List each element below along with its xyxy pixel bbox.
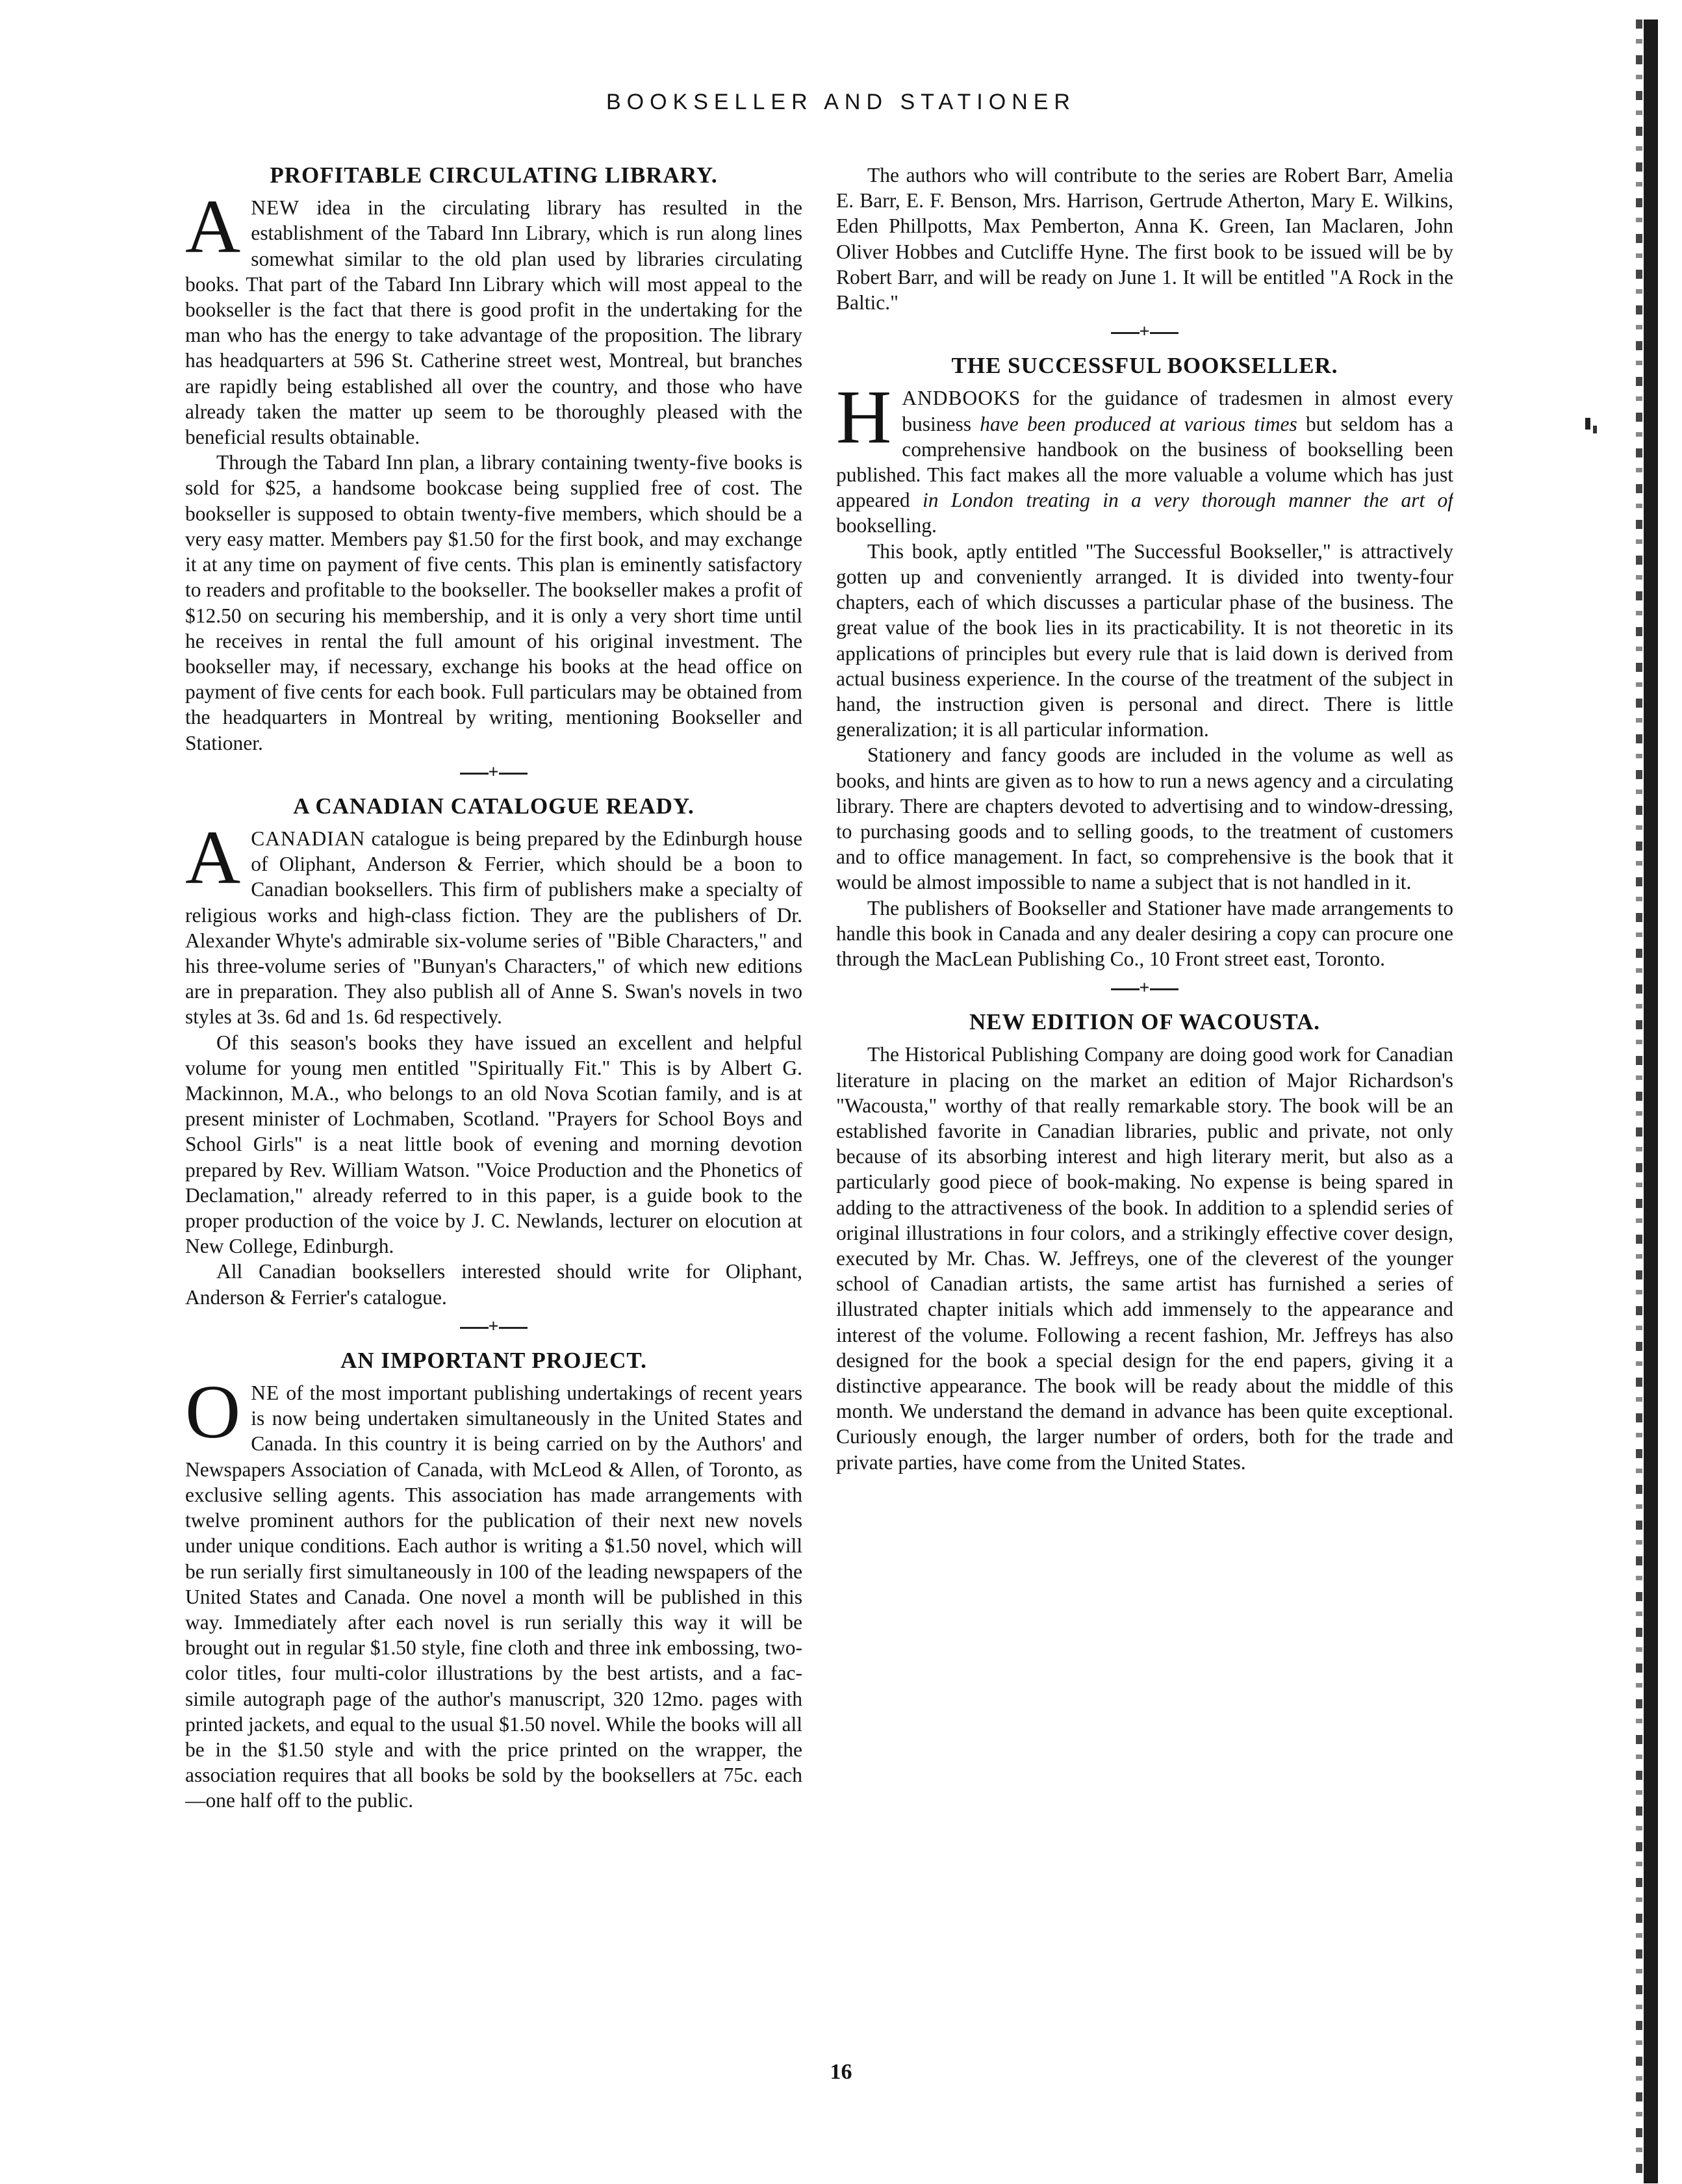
running-head: BOOKSELLER AND STATIONER bbox=[606, 90, 1076, 114]
lead-word: NEW bbox=[251, 196, 299, 220]
article-circulating-library bbox=[185, 162, 802, 756]
article-paragraph: This book, aptly entitled "The Successful Bookseller," is attractively gotten up and conveniently arranged. It is divided into twenty-four chapters, each of which discusses a particular phase of the business. The great value of the book lies in its practicability. It is not theoretic in its applications of principles but every rule that is laid down is derived from actual business experience. In the course of the treatment of the subject in hand, the instruction given is personal and direct. There is little generalization; it is all particular information. bbox=[836, 539, 1453, 741]
section-divider: + bbox=[836, 323, 1453, 341]
section-divider: + bbox=[185, 764, 802, 782]
scan-edge-texture bbox=[1636, 19, 1642, 2183]
article-title: AN IMPORTANT PROJECT. bbox=[340, 1347, 647, 1373]
drop-cap: A bbox=[185, 814, 241, 900]
drop-cap: H bbox=[836, 374, 892, 460]
left-column bbox=[185, 162, 802, 2102]
drop-cap: A bbox=[185, 184, 241, 270]
section-divider: + bbox=[185, 1318, 802, 1336]
article-successful-bookseller bbox=[836, 353, 1453, 971]
article-paragraph: Of this season's books they have issued an excellent and helpful volume for young men entitled "Spiritually Fit." This is by Albert G. Mackinnon, M.A., who belongs to an old Nova Scotian family, and is at present minister of Lochmaben, Scotland. "Prayers for School Boys and School Girls" is a neat little book of evening and morning devotion prepared by Rev. William Watson. "Voice Production and the Phonetics of Declamation," already referred to in this paper, is a guide book to the proper production of the voice by J. C. Newlands, lecturer on elocution at New College, Edinburgh. bbox=[185, 1031, 802, 1258]
article-paragraph bbox=[185, 184, 802, 450]
paragraph-text: catalogue is being prepared by the Edinburgh house of Oliphant, Anderson & Ferrier, which should be a boon to Canadian booksellers. This firm of publishers make a specialty of religious works and high-class fiction. They are the publishers of Dr. Alexander Whyte's admirable six-volume series of "Bible Characters," and his three-volume series of "Bunyan's Characters," of which new editions are in preparation. They also publish all of Anne S. Swan's novels in two styles at 3s. 6d and 1s. 6d respectively. bbox=[185, 827, 802, 1029]
article-canadian-catalogue bbox=[185, 793, 802, 1310]
article-paragraph: Through the Tabard Inn plan, a library containing twenty-five books is sold for $25, a handsome bookcase being supplied free of cost. The bookseller is supposed to obtain twenty-five members, which should be a very easy matter. Members pay $1.50 for the first book, and may exchange it at any time on payment of five cents. This plan is eminently satisfactory to readers and profitable to the bookseller. The bookseller makes a profit of $12.50 on securing his membership, and it is only a very short time until he receives in rental the full amount of his original investment. The bookseller may, if necessary, exchange his books at the head office on payment of five cents for each book. Full particulars may be obtained from the headquarters in Montreal by writing, mentioning Bookseller and Stationer. bbox=[185, 451, 802, 754]
article-title: A CANADIAN CATALOGUE READY. bbox=[293, 793, 694, 819]
scan-speck bbox=[1593, 426, 1597, 433]
article-paragraph: The authors who will contribute to the series are Robert Barr, Amelia E. Barr, E. F. Benson, Mrs. Harrison, Gertrude Atherton, Mary E. Wilkins, Eden Phillpotts, Max Pemberton, Anna K. Green, Ian Maclaren, John Oliver Hobbes and Cutcliffe Hyne. The first book to be issued will be by Robert Barr, and will be ready on June 1. It will be entitled "A Rock in the Baltic." bbox=[836, 164, 1453, 315]
article-paragraph: Stationery and fancy goods are included in the volume as well as books, and hints are given as to how to run a news agency and a circulating library. There are chapters devoted to advertising and to window-dressing, to purchasing goods and to selling goods, to the treatment of customers and to office management. In fact, so comprehensive is the book that it would be almost impossible to name a subject that is not handled in it. bbox=[836, 743, 1453, 894]
paragraph-text: idea in the circulating library has resulted in the establishment of the Tabard Inn Library, which is run along lines somewhat similar to the old plan used by libraries circulating books. That part of the Tabard Inn Library which will most appeal to the bookseller is the fact that there is good profit in the undertaking for the man who has the energy to take advantage of the proposition. The library has headquarters at 596 St. Catherine street west, Montreal, but branches are rapidly being established all over the country, and those who have already taken the matter up seem to be thoroughly pleased with the beneficial results obtainable. bbox=[185, 196, 802, 449]
paragraph-text: of the most important publishing undertakings of recent years is now being undertaken simultaneously in the United States and Canada. In this country it is being carried on by the Authors' and Newspapers Association of Canada, with McLeod & Allen, of Toronto, as exclusive selling agents. This association has made arrangements with twelve prominent authors for the publication of their next new novels under unique conditions. Each author is writing a $1.50 novel, which will be run serially first simultaneously in 100 of the leading newspapers of the United States and Canada. One novel a month will be published in this way. Immediately after each novel is run serially this way it will be brought out in regular $1.50 style, fine cloth and three ink embossing, two-color titles, four multi-color illustrations by the best artists, and a fac-simile autograph page of the author's manuscript, 320 12mo. pages with printed jackets, and equal to the usual $1.50 novel. While the books will all be in the $1.50 style and with the price printed on the wrapper, the association requires that all books be sold by the booksellers at 75c. each—one half off to the public. bbox=[185, 1381, 802, 1812]
right-column bbox=[836, 162, 1453, 2086]
article-title: PROFITABLE CIRCULATING LIBRARY. bbox=[270, 162, 718, 188]
section-divider: + bbox=[836, 979, 1453, 997]
article-paragraph bbox=[185, 814, 802, 1030]
scan-edge-border bbox=[1644, 19, 1658, 2183]
article-paragraph: The Historical Publishing Company are doing good work for Canadian literature in placing on the market an edition of Major Richardson's "Wacousta," worthy of that really remarkable story. The book will be an established favorite in Canadian libraries, public and private, not only because of its absorbing interest and high literary merit, but also as a particularly good piece of book-making. No expense is being spared in adding to the attractiveness of the book. In addition to a splendid series of original illustrations in four colors, and a strikingly effective cover design, executed by Mr. Chas. W. Jeffreys, one of the cleverest of the younger school of Canadian artists, the same artist has furnished a series of illustrated chapter initials which add immensely to the appearance and interest of the volume. Following a recent fashion, Mr. Jeffreys has also designed for the book a special design for the end papers, giving it a distinctive appearance. The book will be ready about the middle of this month. We understand the demand in advance has been quite exceptional. Curiously enough, the larger number of orders, both for the trade and private parties, have come from the United States. bbox=[836, 1043, 1453, 1474]
drop-cap: O bbox=[185, 1369, 241, 1455]
page-number: 16 bbox=[830, 2060, 852, 2084]
lead-word: ANDBOOKS bbox=[902, 387, 1021, 410]
article-paragraph: HANDBOOKS for the guidance of tradesmen in almost every business have been produced at various times but seldom has a comprehensive handbook on the business of bookselling been published. This fact makes all the more valuable a volume which has just appeared in London treating in a very thorough manner the art of bookselling. bbox=[836, 374, 1453, 537]
article-paragraph: The publishers of Bookseller and Stationer have made arrangements to handle this book in Canada and any dealer desiring a copy can procure one through the MacLean Publishing Co., 10 Front street east, Toronto. bbox=[836, 896, 1453, 970]
article-title: NEW EDITION OF WACOUSTA. bbox=[969, 1009, 1321, 1035]
article-wacousta bbox=[836, 1009, 1453, 1475]
lead-word: CANADIAN bbox=[251, 827, 366, 850]
article-title: THE SUCCESSFUL BOOKSELLER. bbox=[951, 353, 1338, 379]
scan-speck bbox=[1585, 418, 1590, 430]
article-important-project-continued bbox=[836, 162, 1453, 315]
lead-word: NE bbox=[251, 1381, 280, 1405]
article-paragraph bbox=[185, 1369, 802, 1813]
article-paragraph: All Canadian booksellers interested should write for Oliphant, Anderson & Ferrier's catalogue. bbox=[185, 1260, 802, 1309]
article-important-project bbox=[185, 1348, 802, 1814]
